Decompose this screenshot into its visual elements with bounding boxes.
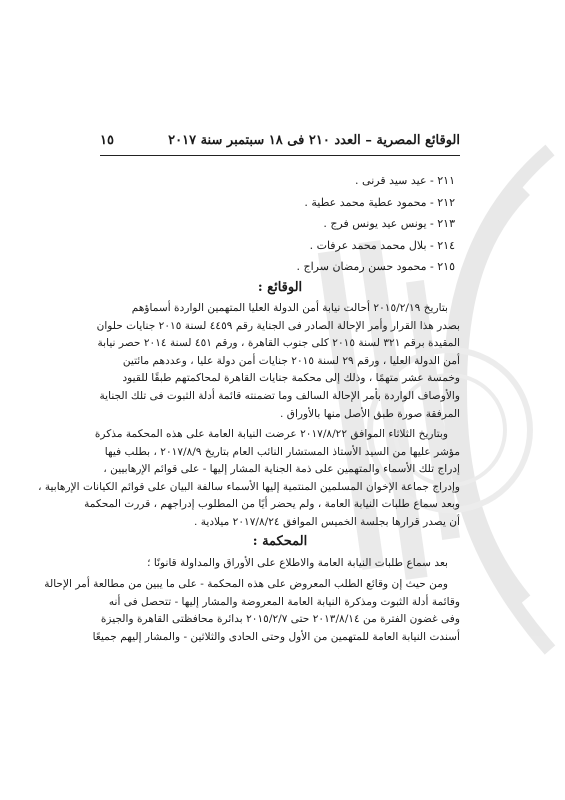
text-line: وبعد سماع طلبات النيابة العامة ، ولم يحضر أيًا من المطلوب إدراجهم ، قررت المحكمة bbox=[84, 498, 460, 511]
text-line: مؤشر عليها من السيد الأستاذ المستشار النائب العام بتاريخ ٢٠١٧/٨/٩ ، بطلب فيها bbox=[104, 445, 460, 458]
text-line: المرفقة صورة طبق الأصل منها بالأوراق . bbox=[279, 407, 460, 420]
facts-heading: الوقائع : bbox=[257, 280, 303, 295]
list-item: ٢١٥ - محمود حسن رمضان سراج . bbox=[296, 260, 455, 273]
page-number: ١٥ bbox=[100, 133, 114, 148]
text-line: أمن الدولة العليا ، ورقم ٢٩ لسنة ٢٠١٥ جنايات أمن دولة عليا ، وعددهم مائتين bbox=[122, 354, 460, 367]
text-line: أسندت النيابة العامة للمتهمين من الأول وحتى الحادى والثلاثين - والمشار إليهم جميعًا bbox=[92, 630, 460, 643]
text-line: والأوصاف الواردة بأمر الإحالة السالف وما تضمنته قائمة أدلة الثبوت فى تلك الجناية bbox=[99, 389, 460, 402]
text-line: المقيدة برقم ٣٢١ لسنة ٢٠١٥ كلى جنوب القاهرة ، ورقم ٤٥١ لسنة ٢٠١٤ حصر نيابة bbox=[97, 337, 460, 350]
text-line: إدراج تلك الأسماء والمتهمين على ذمة الجناية المشار إليها - على قوائم الإرهابيين ، bbox=[103, 463, 460, 476]
text-line: ومن حيث إن وقائع الطلب المعروض على هذه المحكمة - على ما يبين من مطالعة أمر الإحالة bbox=[44, 578, 448, 590]
list-item: ٢١٢ - محمود عطية محمد عطية . bbox=[304, 195, 455, 209]
court-paragraph-2 bbox=[44, 576, 460, 646]
text-line: بصدر هذا القرار وأمر الإحالة الصادر فى الجناية رقم ٤٤٥٩ لسنة ٢٠١٥ جنايات حلوان bbox=[96, 319, 460, 332]
text-line: وقائمة أدلة الثبوت ومذكرة النيابة العامة المعروضة والمشار إليها - تتحصل فى أنه bbox=[108, 595, 460, 608]
text-line: وإدراج جماعة الإخوان المسلمين المنتمية إليها الأسماء سالفة البيان على قوائم الكيانات الإرهابية ، bbox=[38, 480, 460, 493]
page-header bbox=[100, 133, 460, 153]
text-line: وبتاريخ الثلاثاء الموافق ٢٠١٧/٨/٢٢ عرضت النيابة العامة على هذه المحكمة مذكرة bbox=[94, 428, 448, 440]
facts-paragraph-1 bbox=[96, 300, 460, 423]
list-item: ٢١١ - عيد سيد قرنى . bbox=[355, 174, 455, 187]
text-line: بعد سماع طلبات النيابة العامة والاطلاع على الأوراق والمداولة قانونًا ؛ bbox=[147, 557, 448, 569]
header-rule bbox=[100, 155, 460, 156]
facts-paragraph-2 bbox=[38, 426, 460, 532]
text-line: أن يصدر قرارها بجلسة الخميس الموافق ٢٠١٧/٨/٢٤ ميلادية . bbox=[193, 515, 460, 528]
defendants-list bbox=[155, 170, 455, 278]
court-heading: المحكمة : bbox=[252, 534, 308, 549]
court-paragraph-1 bbox=[100, 555, 460, 573]
gazette-title: الوقائع المصرية – العدد ٢١٠ فى ١٨ سبتمبر سنة ٢٠١٧ bbox=[168, 133, 460, 148]
text-line: بتاريخ ٢٠١٥/٢/١٩ أحالت نيابة أمن الدولة العليا المتهمين الواردة أسماؤهم bbox=[131, 302, 448, 314]
text-line: وخمسة عشر متهمًا ، وذلك إلى محكمة جنايات القاهرة لمحاكمتهم طبقًا للقيود bbox=[122, 372, 460, 385]
text-line: وفى غضون الفترة من ٢٠١٣/٨/١٤ حتى ٢٠١٥/٢/٧ بدائرة محافظتى القاهرة والجيزة bbox=[100, 613, 460, 626]
list-item: ٢١٣ - يونس عيد يونس فرج . bbox=[323, 217, 455, 230]
list-item: ٢١٤ - بلال محمد محمد عرفات . bbox=[309, 238, 455, 252]
